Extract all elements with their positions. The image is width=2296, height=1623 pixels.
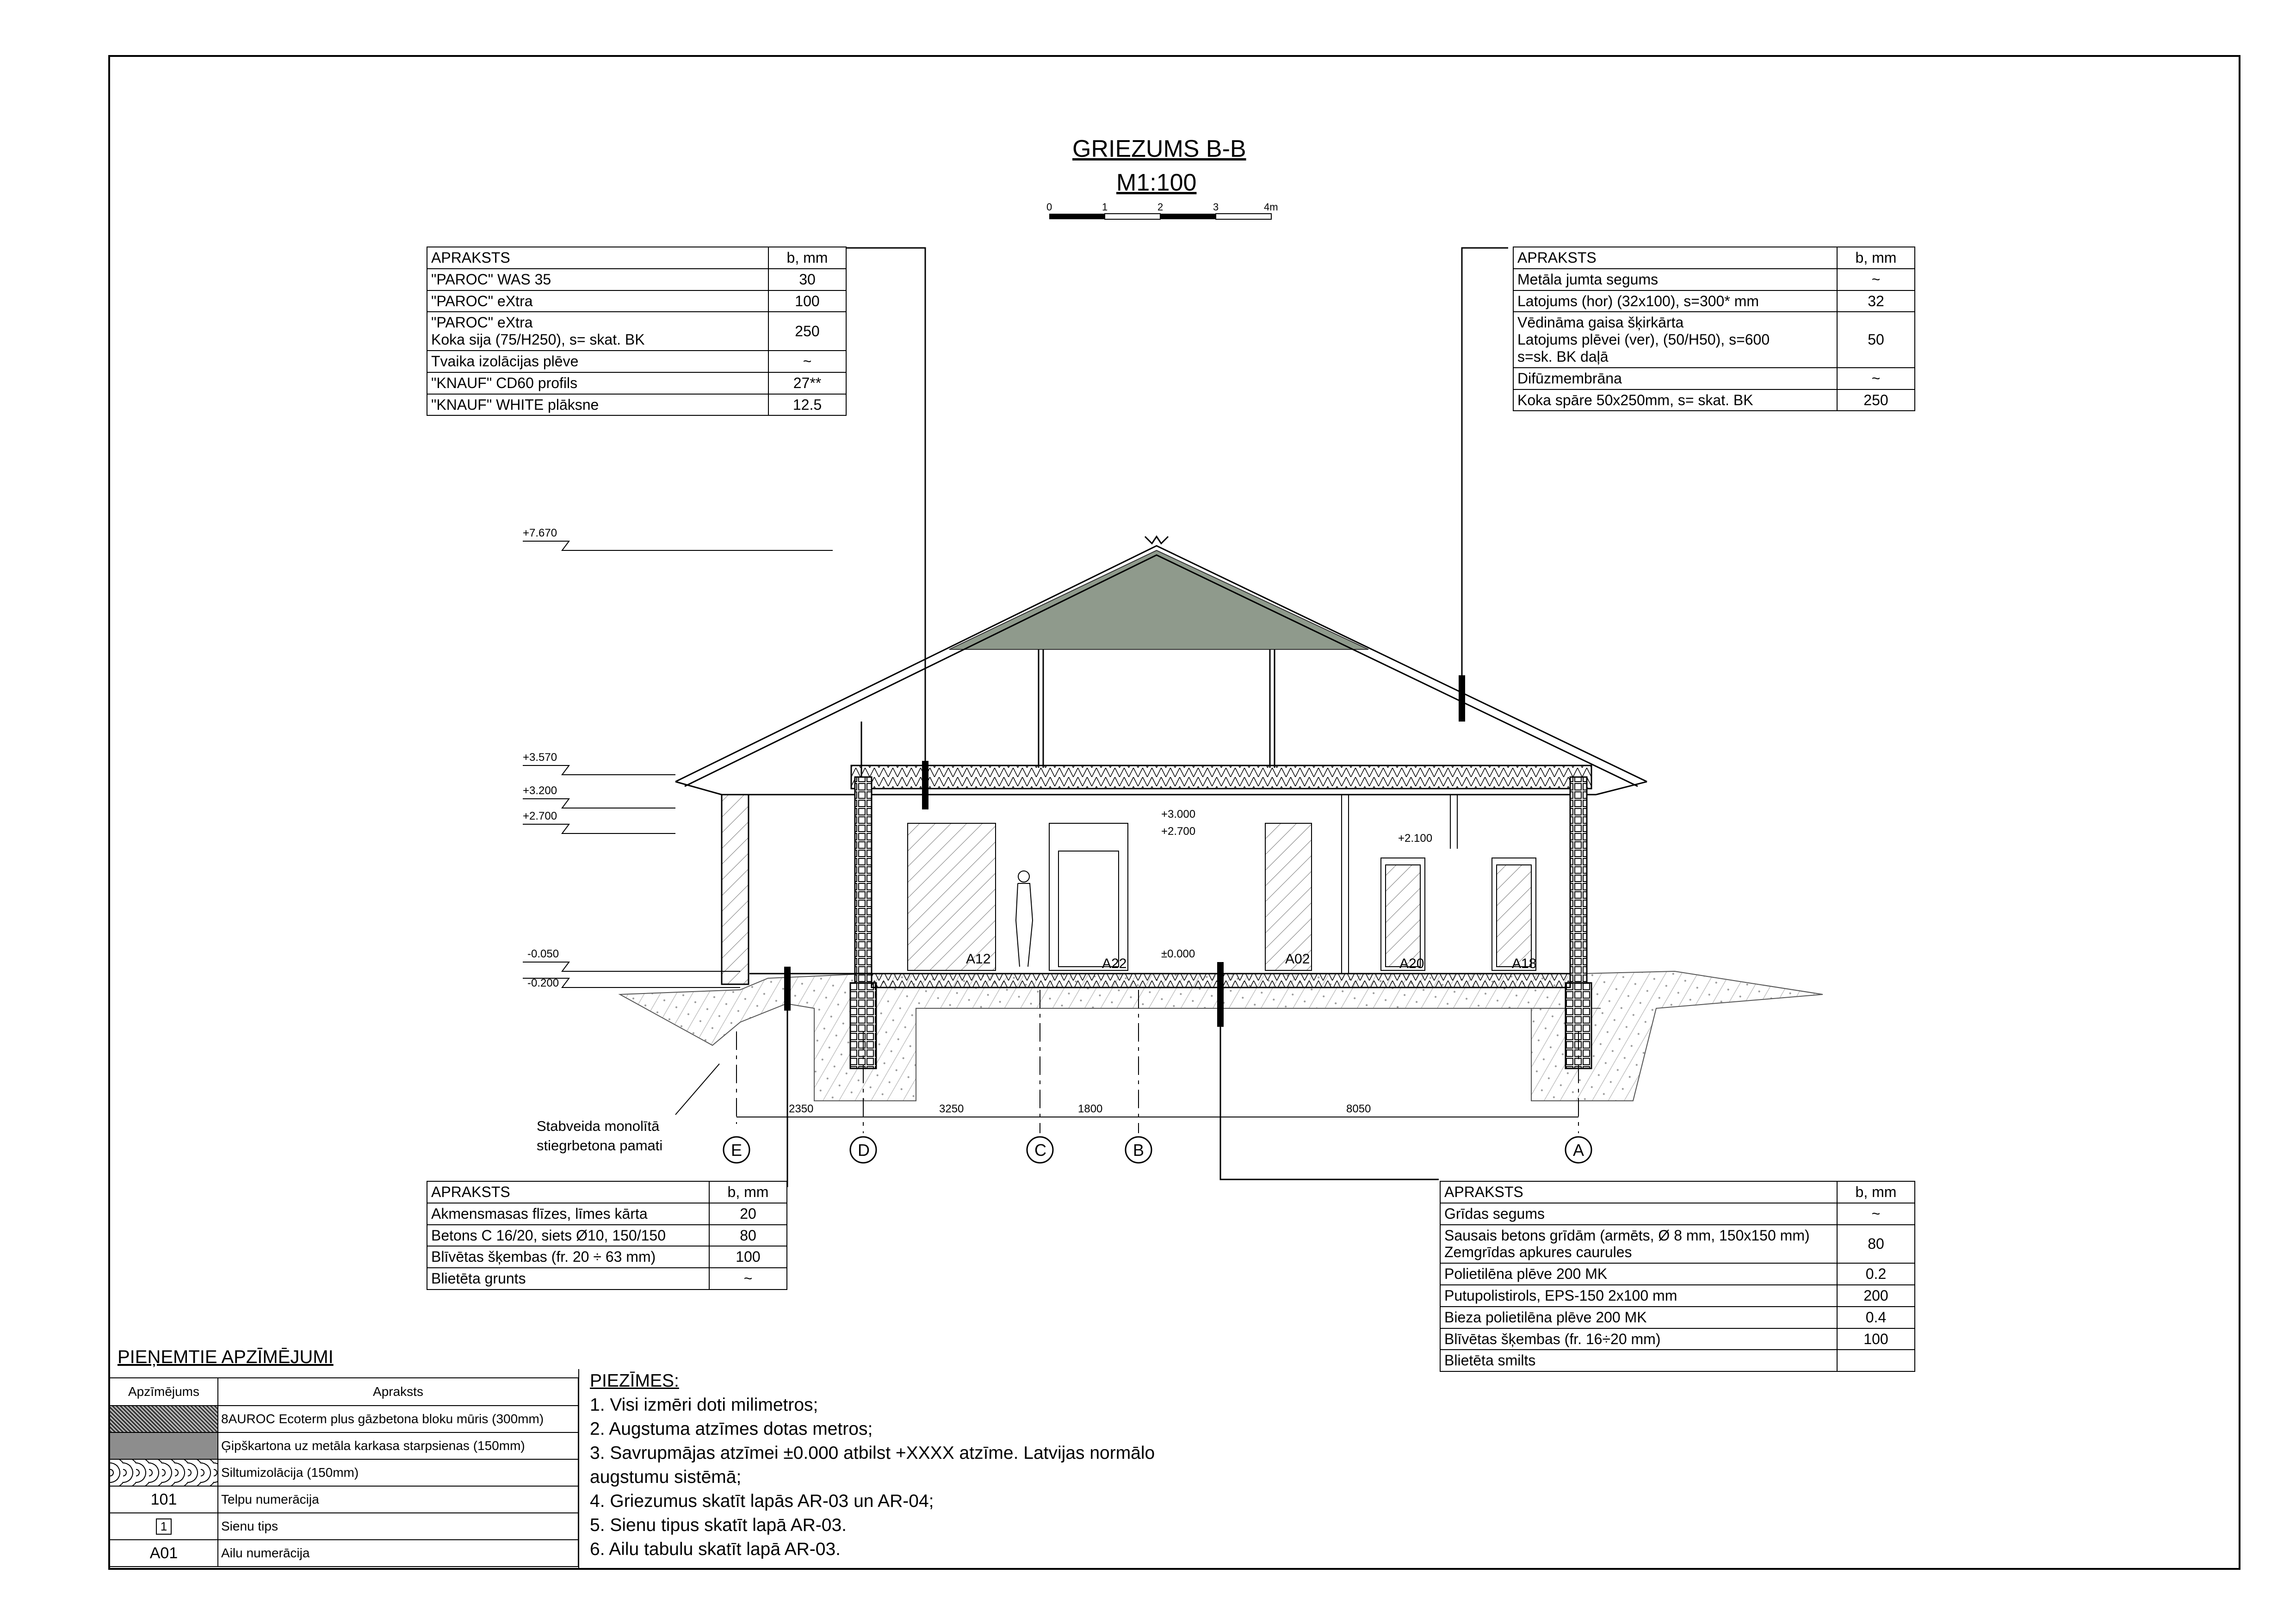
table-roof-layers	[1513, 247, 1915, 411]
roof-upper	[949, 550, 1368, 649]
roof-table-row	[1513, 290, 1915, 312]
roof-table-layer-thickness: 32	[1837, 290, 1915, 312]
roof-table-header-desc: APRAKSTS	[1513, 247, 1837, 269]
axis-A: A	[1573, 1141, 1584, 1160]
floor-table-header-desc: APRAKSTS	[1440, 1181, 1837, 1203]
roof-table-row	[1513, 389, 1915, 411]
roof-table-layer-thickness: 50	[1837, 312, 1915, 367]
roof-table-layer-desc: Difūzmembrāna	[1513, 368, 1837, 389]
ceiling-table-row	[427, 372, 846, 394]
legend-desc-opening-number: Ailu numerācija	[218, 1540, 578, 1567]
notes-block	[590, 1369, 1238, 1561]
axis-D: D	[858, 1141, 870, 1160]
roof-table-row	[1513, 269, 1915, 290]
drawing-scale: M1:100	[1116, 169, 1197, 196]
ceiling-table-layer-desc: Tvaika izolācijas plēve	[427, 351, 768, 372]
porch-column	[722, 795, 749, 984]
legend-col-symbol: Apzīmējums	[110, 1378, 218, 1406]
porch-table-layer-desc: Blīvētas šķembas (fr. 20 ÷ 63 mm)	[427, 1246, 709, 1268]
level-markers	[523, 541, 833, 987]
roof-table-layer-desc: Koka spāre 50x250mm, s= skat. BK	[1513, 389, 1837, 411]
ceiling-table-layer-thickness: ~	[768, 351, 846, 372]
floor-table-row	[1440, 1307, 1915, 1328]
roof-table-header-thickness: b, mm	[1837, 247, 1915, 269]
legend-symbol-room-number: 101	[110, 1486, 218, 1513]
room-tag-A22: A22	[1102, 956, 1127, 971]
roof-table-layer-desc: Latojums (hor) (32x100), s=300* mm	[1513, 290, 1837, 312]
axis-dim-1: 2350	[789, 1103, 814, 1115]
table-floor-layers	[1440, 1181, 1915, 1372]
scale-tick-2: 2	[1157, 201, 1163, 213]
floor-table-row	[1440, 1285, 1915, 1307]
level-ground1: -0.050	[527, 948, 559, 960]
porch-table-layer-desc: Betons C 16/20, siets Ø10, 150/150	[427, 1225, 709, 1247]
note-item: 4. Griezumus skatīt lapās AR-03 un AR-04;	[590, 1491, 934, 1511]
floor-table-layer-desc: Sausais betons grīdām (armēts, Ø 8 mm, 150x150 mm) Zemgrīdas apkures caurules	[1440, 1225, 1837, 1264]
axis-C: C	[1034, 1141, 1046, 1160]
axis-dim-2: 3250	[939, 1103, 964, 1115]
table-ceiling-layers	[427, 247, 847, 416]
legend-desc-masonry: 8AUROC Ecoterm plus gāzbetona bloku mūris (300mm)	[218, 1406, 578, 1432]
floor-table-layer-thickness: 200	[1837, 1285, 1915, 1307]
axis-dim-3: 1800	[1078, 1103, 1103, 1115]
roof-table-layer-thickness: 250	[1837, 389, 1915, 411]
floor-table-header-thickness: b, mm	[1837, 1181, 1915, 1203]
room-tag-A02: A02	[1285, 951, 1310, 967]
wall-right	[1570, 777, 1587, 985]
scale-tick-0: 0	[1046, 201, 1052, 213]
legend-desc-wall-type: Sienu tips	[218, 1513, 578, 1540]
legend-desc-drywall: Ģipškartona uz metāla karkasa starpsienas (150mm)	[218, 1432, 578, 1459]
roof-table-layer-thickness: ~	[1837, 269, 1915, 290]
legend-symbol-masonry	[110, 1406, 218, 1432]
porch-table-row	[427, 1203, 787, 1225]
floor-table-layer-desc: Blīvētas šķembas (fr. 16÷20 mm)	[1440, 1328, 1837, 1350]
ridge-mark	[1145, 537, 1168, 543]
drawing-title: GRIEZUMS B-B	[1072, 136, 1246, 162]
floor-table-layer-thickness: 100	[1837, 1328, 1915, 1350]
scale-bar	[1046, 201, 1278, 219]
level-door-top: +2.100	[1398, 832, 1433, 845]
room-tag-A12: A12	[966, 951, 991, 967]
axis-E: E	[731, 1141, 743, 1160]
floor-table-layer-thickness	[1837, 1350, 1915, 1371]
axis-B: B	[1133, 1141, 1145, 1160]
note-item: 2. Augstuma atzīmes dotas metros;	[590, 1419, 873, 1439]
interior-openings	[908, 795, 1536, 974]
porch-table-row	[427, 1268, 787, 1290]
floor-table-row	[1440, 1350, 1915, 1371]
floor-table-layer-thickness: ~	[1837, 1203, 1915, 1225]
ceiling-table-row	[427, 290, 846, 312]
scale-tick-3: 3	[1213, 201, 1219, 213]
floor-table-layer-desc: Bieza polietilēna plēve 200 MK	[1440, 1307, 1837, 1328]
floor-table-row	[1440, 1225, 1915, 1264]
room-tag-A18: A18	[1512, 956, 1537, 971]
level-interior-lintel: +2.700	[1161, 825, 1196, 838]
ceiling-table-row	[427, 351, 846, 372]
ceiling-table-header-desc: APRAKSTS	[427, 247, 768, 269]
note-item: 3. Savrupmājas atzīmei ±0.000 atbilst +XXXX atzīme. Latvijas normālo augstumu sistēmā;	[590, 1443, 1155, 1487]
ceiling-table-layer-thickness: 27**	[768, 372, 846, 394]
porch-table-layer-thickness: 20	[709, 1203, 787, 1225]
porch-table-layer-thickness: ~	[709, 1268, 787, 1290]
legend-table	[109, 1377, 579, 1567]
ceiling-table-layer-thickness: 30	[768, 269, 846, 290]
level-eave: +3.570	[523, 751, 557, 764]
floor-table-layer-thickness: 0.4	[1837, 1307, 1915, 1328]
porch-table-row	[427, 1225, 787, 1247]
roof-table-layer-desc: Vēdināma gaisa šķirkārta Latojums plēvei (ver), (50/H50), s=600 s=sk. BK daļā	[1513, 312, 1837, 367]
porch-table-header-desc: APRAKSTS	[427, 1181, 709, 1203]
legend-desc-insulation: Siltumizolācija (150mm)	[218, 1459, 578, 1486]
legend-symbol-opening-number: A01	[110, 1540, 218, 1567]
floor-table-layer-thickness: 80	[1837, 1225, 1915, 1264]
level-floor: ±0.000	[1161, 948, 1195, 960]
legend-heading: PIEŅEMTIE APZĪMĒJUMI	[118, 1347, 334, 1367]
table-porch-floor-layers	[427, 1181, 787, 1290]
ceiling-table-row	[427, 269, 846, 290]
legend-desc-room-number: Telpu numerācija	[218, 1486, 578, 1513]
legend-symbol-drywall	[110, 1432, 218, 1459]
note-item: 5. Sienu tipus skatīt lapā AR-03.	[590, 1515, 847, 1535]
porch-table-layer-thickness: 100	[709, 1246, 787, 1268]
floor-table-row	[1440, 1263, 1915, 1285]
notes-heading: PIEZĪMES:	[590, 1371, 679, 1391]
legend-divider	[578, 1369, 579, 1569]
floor-table-row	[1440, 1328, 1915, 1350]
floor-table-layer-thickness: 0.2	[1837, 1263, 1915, 1285]
ceiling-table-layer-desc: "KNAUF" CD60 profils	[427, 372, 768, 394]
wall-left	[855, 777, 872, 985]
floor-table-layer-desc: Putupolistirols, EPS-150 2x100 mm	[1440, 1285, 1837, 1307]
ceiling-table-layer-thickness: 100	[768, 290, 846, 312]
porch-table-header-thickness: b, mm	[709, 1181, 787, 1203]
roof-table-row	[1513, 312, 1915, 367]
note-item: 1. Visi izmēri doti milimetros;	[590, 1395, 818, 1415]
level-ceiling: +3.200	[523, 784, 557, 797]
ceiling-table-row	[427, 312, 846, 351]
scale-tick-1: 1	[1102, 201, 1108, 213]
porch-table-layer-desc: Akmensmasas flīzes, līmes kārta	[427, 1203, 709, 1225]
scale-tick-4: 4m	[1264, 201, 1278, 213]
foundation-note: Stabveida monolītā stiegrbetona pamati	[537, 1118, 663, 1154]
room-tag-A20: A20	[1399, 956, 1424, 971]
porch-table-row	[427, 1246, 787, 1268]
legend-symbol-wall-type: 1	[110, 1513, 218, 1540]
ceiling-table-layer-desc: "PAROC" eXtra Koka sija (75/H250), s= skat. BK	[427, 312, 768, 351]
ceiling-table-layer-desc: "KNAUF" WHITE plāksne	[427, 394, 768, 416]
floor-table-layer-desc: Blietēta smilts	[1440, 1350, 1837, 1371]
level-ridge: +7.670	[523, 527, 557, 539]
legend-symbol-insulation	[110, 1459, 218, 1486]
roof-table-layer-thickness: ~	[1837, 368, 1915, 389]
level-lintel: +2.700	[523, 810, 557, 822]
porch-table-layer-desc: Blietēta grunts	[427, 1268, 709, 1290]
legend-col-desc: Apraksts	[218, 1378, 578, 1406]
note-item: 6. Ailu tabulu skatīt lapā AR-03.	[590, 1539, 841, 1559]
ceiling-table-layer-desc: "PAROC" WAS 35	[427, 269, 768, 290]
floor-table-layer-desc: Grīdas segums	[1440, 1203, 1837, 1225]
axis-bubbles	[724, 1137, 1591, 1163]
floor-table-layer-desc: Polietilēna plēve 200 MK	[1440, 1263, 1837, 1285]
roof-table-row	[1513, 368, 1915, 389]
level-ground2: -0.200	[527, 977, 559, 989]
human-figure	[1016, 871, 1033, 967]
floor-table-row	[1440, 1203, 1915, 1225]
ceiling-table-row	[427, 394, 846, 416]
axis-dim-4: 8050	[1346, 1103, 1371, 1115]
roof-table-layer-desc: Metāla jumta segums	[1513, 269, 1837, 290]
ceiling-slab	[851, 765, 1591, 789]
ceiling-table-layer-desc: "PAROC" eXtra	[427, 290, 768, 312]
level-interior-ceiling: +3.000	[1161, 808, 1196, 821]
ceiling-table-header-thickness: b, mm	[768, 247, 846, 269]
porch-table-layer-thickness: 80	[709, 1225, 787, 1247]
ceiling-table-layer-thickness: 250	[768, 312, 846, 351]
ceiling-table-layer-thickness: 12.5	[768, 394, 846, 416]
